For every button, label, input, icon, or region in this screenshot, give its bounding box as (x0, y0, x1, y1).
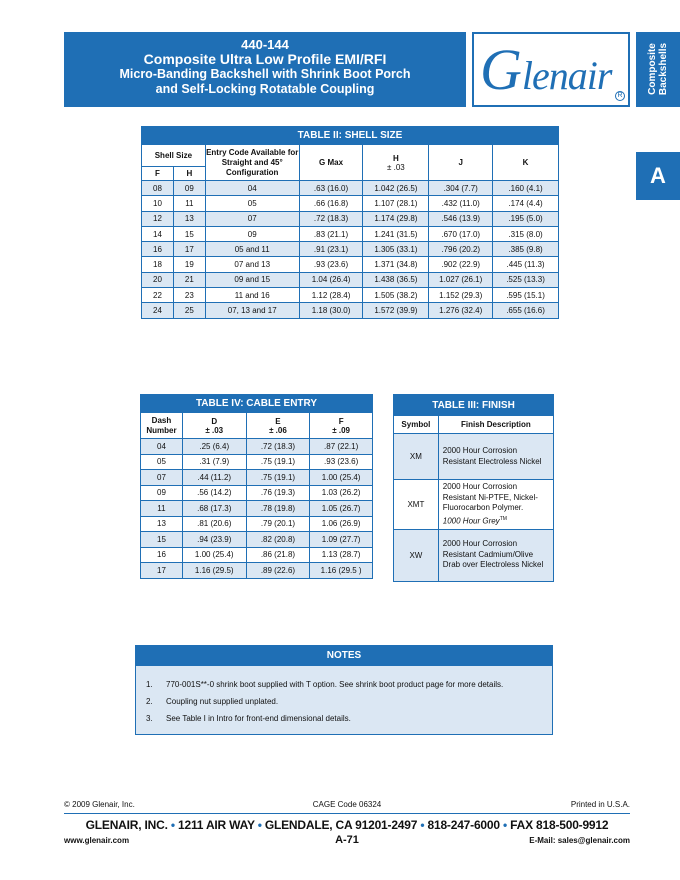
col-header: G Max (299, 145, 363, 181)
table-cell: .670 (17.0) (429, 226, 493, 241)
table-cell: 17 (173, 242, 205, 257)
table-cell: .75 (19.1) (246, 470, 310, 486)
header-band (64, 32, 466, 107)
list-item: 3. See Table I in Intro for front-end dimensional details. (146, 714, 351, 723)
table-cell: 1.18 (30.0) (299, 303, 363, 318)
table-cell: .66 (16.8) (299, 196, 363, 211)
table-row: XMT 2000 Hour Corrosion Resistant Ni-PTFE, Nickel-Fluorocarbon Polymer. 1000 Hour Grey™ (394, 480, 554, 530)
table-cell: 21 (173, 272, 205, 287)
footer-bottom (64, 834, 630, 848)
table-cell: .25 (6.4) (182, 439, 246, 455)
table-cell: 16 (142, 242, 174, 257)
table-cell: .87 (22.1) (310, 439, 373, 455)
table-cell: 1.152 (29.3) (429, 288, 493, 303)
email-link[interactable]: E-Mail: sales@glenair.com (529, 836, 630, 845)
table-cell: 09 (205, 226, 299, 241)
table-row (141, 516, 373, 532)
table-cell: 10 (142, 196, 174, 211)
table-row: XW 2000 Hour Corrosion Resistant Cadmium/Olive Drab over Electroless Nickel (394, 529, 554, 581)
table-title: TABLE IV: CABLE ENTRY (141, 395, 373, 413)
table-cell: 09 (141, 485, 183, 501)
table-row: XM 2000 Hour Corrosion Resistant Electroless Nickel (394, 434, 554, 480)
table-cell: .902 (22.9) (429, 257, 493, 272)
footer-contact: GLENAIR, INC. • 1211 AIR WAY • GLENDALE, CA 91201-2497 • 818-247-6000 • FAX 818-500-9912 (85, 818, 609, 832)
table-cell: .546 (13.9) (429, 211, 493, 226)
col-header: Finish Description (438, 416, 553, 434)
col-header: Entry Code Available for Straight and 45° Configuration (205, 145, 299, 181)
table-cell: .174 (4.4) (493, 196, 559, 211)
table-row (142, 196, 559, 211)
table-cable-entry (140, 394, 373, 579)
table-cell: .655 (16.6) (493, 303, 559, 318)
website-link[interactable]: www.glenair.com (64, 836, 130, 845)
table-cell: 1.16 (29.5) (182, 563, 246, 579)
table-cell: .78 (19.8) (246, 501, 310, 517)
table-cell: 04 (205, 181, 299, 196)
table-cell: .94 (23.9) (182, 532, 246, 548)
table-cell: .72 (18.3) (299, 211, 363, 226)
table-cell: .44 (11.2) (182, 470, 246, 486)
table-cell: 1.438 (36.5) (363, 272, 429, 287)
table-cell: 1.572 (39.9) (363, 303, 429, 318)
page-title: Composite Ultra Low Profile EMI/RFI (143, 51, 387, 67)
table-cell: 1.13 (28.7) (310, 547, 373, 563)
table-cell: .195 (5.0) (493, 211, 559, 226)
col-header: Symbol (394, 416, 439, 434)
glenair-logo (472, 32, 630, 107)
table-cell: .86 (21.8) (246, 547, 310, 563)
list-item: 1. 770-001S**-0 shrink boot supplied with T option. See shrink boot product page for more details. (146, 680, 504, 689)
table-cell: .56 (14.2) (182, 485, 246, 501)
table-cell: .75 (19.1) (246, 454, 310, 470)
table-cell: 1.174 (29.8) (363, 211, 429, 226)
table-row (141, 454, 373, 470)
col-header: F (142, 167, 174, 181)
table-cell: 13 (173, 211, 205, 226)
table-cell: 1.04 (26.4) (299, 272, 363, 287)
subtitle-2: and Self-Locking Rotatable Coupling (155, 82, 375, 96)
table-cell: 05 and 11 (205, 242, 299, 257)
table-title: TABLE II: SHELL SIZE (142, 127, 559, 145)
table-cell: 1.371 (34.8) (363, 257, 429, 272)
table-row (142, 242, 559, 257)
col-header: Shell Size (142, 145, 206, 167)
table-row (142, 226, 559, 241)
table-cell: 24 (142, 303, 174, 318)
notes-box (135, 645, 553, 735)
table-cell: .83 (21.1) (299, 226, 363, 241)
table-cell: 1.03 (26.2) (310, 485, 373, 501)
table-cell: 1.305 (33.1) (363, 242, 429, 257)
table-cell: 04 (141, 439, 183, 455)
table-cell: 05 (141, 454, 183, 470)
table-cell: 07 and 13 (205, 257, 299, 272)
table-cell: .525 (13.3) (493, 272, 559, 287)
notes-title: NOTES (136, 646, 552, 666)
table-cell: 16 (141, 547, 183, 563)
table-cell: .595 (15.1) (493, 288, 559, 303)
table-cell: 1.09 (27.7) (310, 532, 373, 548)
table-row (141, 501, 373, 517)
table-cell: 1.042 (26.5) (363, 181, 429, 196)
table-cell: 11 (141, 501, 183, 517)
table-cell: 15 (141, 532, 183, 548)
table-cell: .63 (16.0) (299, 181, 363, 196)
table-cell: .31 (7.9) (182, 454, 246, 470)
registered-mark-icon: R (615, 91, 625, 101)
table-cell: .79 (20.1) (246, 516, 310, 532)
table-cell: .315 (8.0) (493, 226, 559, 241)
table-cell: 1.027 (26.1) (429, 272, 493, 287)
table-cell: 08 (142, 181, 174, 196)
table-cell: .68 (17.3) (182, 501, 246, 517)
table-cell: .89 (22.6) (246, 563, 310, 579)
table-cell: 1.505 (38.2) (363, 288, 429, 303)
copyright: © 2009 Glenair, Inc. (64, 800, 135, 809)
table-finish (393, 394, 554, 582)
table-cell: 11 and 16 (205, 288, 299, 303)
table-cell: 1.16 (29.5 ) (310, 563, 373, 579)
table-row (142, 257, 559, 272)
table-cell: 15 (173, 226, 205, 241)
table-cell: .160 (4.1) (493, 181, 559, 196)
table-cell: .445 (11.3) (493, 257, 559, 272)
table-cell: 11 (173, 196, 205, 211)
table-cell: 1.12 (28.4) (299, 288, 363, 303)
table-cell: .432 (11.0) (429, 196, 493, 211)
table-row (141, 563, 373, 579)
section-tab-label: Composite Backshells (647, 42, 669, 96)
table-row (141, 547, 373, 563)
page-number: A-71 (335, 834, 359, 846)
table-cell: 09 and 15 (205, 272, 299, 287)
table-row (142, 272, 559, 287)
list-item: 2. Coupling nut supplied unplated. (146, 697, 279, 706)
col-header: D ± .03 (182, 413, 246, 439)
table-row (142, 303, 559, 318)
table-cell: .76 (19.3) (246, 485, 310, 501)
table-cell: 1.06 (26.9) (310, 516, 373, 532)
table-cell: .93 (23.6) (310, 454, 373, 470)
col-header: E ± .06 (246, 413, 310, 439)
table-title: TABLE III: FINISH (394, 395, 554, 416)
table-cell: 05 (205, 196, 299, 211)
table-cell: 1.05 (26.7) (310, 501, 373, 517)
footer-meta (64, 800, 630, 812)
table-cell: 12 (142, 211, 174, 226)
col-header: K (493, 145, 559, 181)
table-row (141, 439, 373, 455)
col-header: F ± .09 (310, 413, 373, 439)
table-cell: 07, 13 and 17 (205, 303, 299, 318)
table-cell: 1.241 (31.5) (363, 226, 429, 241)
table-row (142, 211, 559, 226)
table-cell: 1.107 (28.1) (363, 196, 429, 211)
table-cell: 23 (173, 288, 205, 303)
table-row (141, 532, 373, 548)
table-cell: .91 (23.1) (299, 242, 363, 257)
table-cell: 22 (142, 288, 174, 303)
table-cell: 09 (173, 181, 205, 196)
table-cell: 1.00 (25.4) (310, 470, 373, 486)
table-cell: 25 (173, 303, 205, 318)
col-header: H ± .03 (363, 145, 429, 181)
table-row (141, 470, 373, 486)
table-cell: .81 (20.6) (182, 516, 246, 532)
table-cell: 07 (205, 211, 299, 226)
table-cell: 14 (142, 226, 174, 241)
section-letter-tab: A (636, 152, 680, 200)
cage-code: CAGE Code 06324 (312, 800, 382, 809)
part-number: 440-144 (241, 37, 289, 52)
table-cell: .72 (18.3) (246, 439, 310, 455)
table-shell-size (141, 126, 559, 319)
table-cell: 17 (141, 563, 183, 579)
table-cell: .82 (20.8) (246, 532, 310, 548)
printed-in: Printed in U.S.A. (570, 800, 630, 809)
table-row (142, 288, 559, 303)
table-cell: .304 (7.7) (429, 181, 493, 196)
table-cell: .385 (9.8) (493, 242, 559, 257)
table-cell: 13 (141, 516, 183, 532)
table-cell: 07 (141, 470, 183, 486)
logo-wordmark: Glenair (480, 37, 612, 102)
table-cell: 19 (173, 257, 205, 272)
col-header: J (429, 145, 493, 181)
table-cell: 1.276 (32.4) (429, 303, 493, 318)
col-header: Dash Number (141, 413, 183, 439)
footer-divider (64, 813, 630, 814)
table-cell: 20 (142, 272, 174, 287)
section-tab (636, 32, 680, 107)
table-row (142, 181, 559, 196)
table-cell: 1.00 (25.4) (182, 547, 246, 563)
table-row (141, 485, 373, 501)
table-cell: .796 (20.2) (429, 242, 493, 257)
col-header: H (173, 167, 205, 181)
table-cell: .93 (23.6) (299, 257, 363, 272)
subtitle-1: Micro-Banding Backshell with Shrink Boot Porch (119, 67, 411, 81)
table-cell: 18 (142, 257, 174, 272)
